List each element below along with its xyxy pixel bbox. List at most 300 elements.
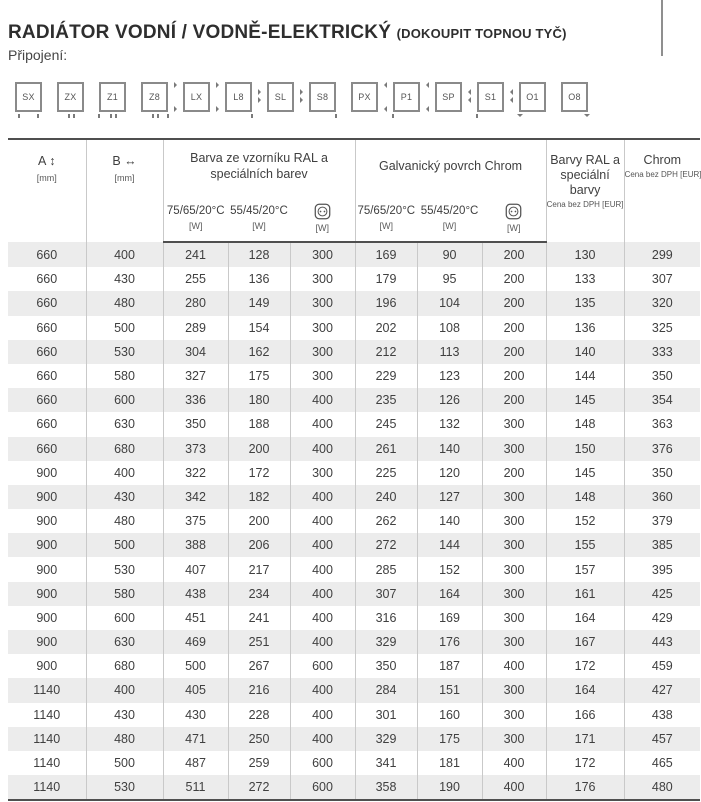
cell-price-ral: 136 bbox=[546, 316, 624, 340]
cell-chrom-5545: 104 bbox=[417, 291, 482, 315]
cell-ral-5545: 267 bbox=[228, 654, 290, 678]
page-title-suffix: (DOKOUPIT TOPNOU TYČ) bbox=[396, 25, 567, 41]
cell-ral-electric: 400 bbox=[290, 557, 355, 581]
col-header-height-a bbox=[8, 139, 86, 242]
cell-ral-5545: 149 bbox=[228, 291, 290, 315]
cell-chrom-5545: 90 bbox=[417, 242, 482, 267]
connection-type-code: S8 bbox=[316, 92, 329, 102]
cell-chrom-7565: 179 bbox=[355, 267, 417, 291]
cell-price-chrom: 360 bbox=[624, 485, 700, 509]
subcol-chrom-5545: 55/45/20°C [W] bbox=[417, 194, 482, 242]
connection-type-box-icon bbox=[267, 82, 294, 112]
cell-chrom-electric: 300 bbox=[482, 630, 546, 654]
connection-mark bbox=[258, 89, 264, 95]
table-row bbox=[8, 557, 700, 581]
cell-ral-7565: 241 bbox=[163, 242, 228, 267]
cell-chrom-5545: 176 bbox=[417, 630, 482, 654]
cell-ral-5545: 241 bbox=[228, 606, 290, 630]
cell-width-b: 580 bbox=[86, 582, 163, 606]
cell-price-chrom: 350 bbox=[624, 461, 700, 485]
cell-chrom-electric: 200 bbox=[482, 388, 546, 412]
cell-ral-electric: 400 bbox=[290, 412, 355, 436]
cell-width-b: 430 bbox=[86, 703, 163, 727]
connection-type-code: O8 bbox=[568, 92, 581, 102]
connection-mark bbox=[335, 114, 337, 118]
cell-ral-electric: 300 bbox=[290, 340, 355, 364]
cell-ral-5545: 216 bbox=[228, 678, 290, 702]
cell-ral-electric: 300 bbox=[290, 461, 355, 485]
cell-chrom-5545: 108 bbox=[417, 316, 482, 340]
connection-type-code: O1 bbox=[526, 92, 539, 102]
cell-width-b: 400 bbox=[86, 678, 163, 702]
cell-height-a: 900 bbox=[36, 635, 58, 650]
spec-table-body bbox=[8, 242, 700, 800]
cell-chrom-7565: 229 bbox=[355, 364, 417, 388]
cell-ral-5545: 128 bbox=[228, 242, 290, 267]
cell-width-b: 580 bbox=[86, 364, 163, 388]
connection-type-code: SL bbox=[274, 92, 287, 102]
cell-chrom-7565: 329 bbox=[355, 630, 417, 654]
cell-chrom-electric: 400 bbox=[482, 751, 546, 775]
connection-mark bbox=[476, 114, 478, 118]
cell-chrom-5545: 127 bbox=[417, 485, 482, 509]
connection-mark bbox=[157, 114, 159, 118]
cell-ral-7565: 342 bbox=[163, 485, 228, 509]
cell-chrom-electric: 200 bbox=[482, 364, 546, 388]
cell-width-b: 500 bbox=[86, 751, 163, 775]
cell-chrom-7565: 235 bbox=[355, 388, 417, 412]
cell-price-chrom: 425 bbox=[624, 582, 700, 606]
connection-type-box-icon bbox=[15, 82, 42, 112]
power-socket-icon bbox=[314, 203, 331, 220]
cell-height-a: 660 bbox=[36, 369, 58, 384]
cell-ral-7565: 469 bbox=[163, 630, 228, 654]
cell-chrom-electric: 300 bbox=[482, 533, 546, 557]
connection-mark bbox=[300, 89, 306, 95]
connection-type-box-icon bbox=[519, 82, 546, 112]
cell-ral-electric: 300 bbox=[290, 242, 355, 267]
cell-width-b: 530 bbox=[86, 557, 163, 581]
cell-height-a: 660 bbox=[36, 344, 58, 359]
cell-price-chrom: 325 bbox=[624, 316, 700, 340]
cell-chrom-5545: 140 bbox=[417, 509, 482, 533]
cell-ral-7565: 388 bbox=[163, 533, 228, 557]
connection-type-box-icon bbox=[225, 82, 252, 112]
price-ral-title: Barvy RAL a speciální barvy bbox=[550, 153, 620, 197]
table-row bbox=[8, 654, 700, 678]
connection-mark bbox=[18, 114, 20, 118]
cell-ral-7565: 373 bbox=[163, 437, 228, 461]
table-row bbox=[8, 509, 700, 533]
table-row bbox=[8, 703, 700, 727]
connection-type bbox=[99, 82, 126, 112]
table-row bbox=[8, 533, 700, 557]
cell-chrom-electric: 200 bbox=[482, 242, 546, 267]
cell-chrom-electric: 300 bbox=[482, 412, 546, 436]
connection-type bbox=[57, 82, 84, 112]
cell-ral-7565: 289 bbox=[163, 316, 228, 340]
cell-chrom-5545: 181 bbox=[417, 751, 482, 775]
connection-mark bbox=[73, 114, 75, 118]
connection-mark bbox=[115, 114, 117, 118]
cell-height-a: 660 bbox=[36, 417, 58, 432]
cell-chrom-5545: 123 bbox=[417, 364, 482, 388]
connection-mark bbox=[392, 114, 394, 118]
cell-price-ral: 172 bbox=[546, 751, 624, 775]
connection-mark bbox=[216, 106, 222, 112]
cell-chrom-7565: 285 bbox=[355, 557, 417, 581]
cell-height-a: 660 bbox=[36, 247, 58, 262]
cell-chrom-electric: 300 bbox=[482, 703, 546, 727]
connection-mark bbox=[381, 82, 387, 88]
connection-mark bbox=[251, 114, 253, 118]
cell-chrom-7565: 196 bbox=[355, 291, 417, 315]
connection-type-box-icon bbox=[99, 82, 126, 112]
cell-ral-electric: 400 bbox=[290, 437, 355, 461]
cell-width-b: 680 bbox=[86, 654, 163, 678]
cell-chrom-5545: 152 bbox=[417, 557, 482, 581]
cell-price-chrom: 395 bbox=[624, 557, 700, 581]
cell-ral-7565: 255 bbox=[163, 267, 228, 291]
cell-chrom-7565: 350 bbox=[355, 654, 417, 678]
cell-price-ral: 155 bbox=[546, 533, 624, 557]
cell-ral-electric: 400 bbox=[290, 703, 355, 727]
subcol-ral-electric: [W] bbox=[290, 194, 355, 242]
cell-chrom-7565: 245 bbox=[355, 412, 417, 436]
cell-price-ral: 145 bbox=[546, 388, 624, 412]
cell-chrom-electric: 300 bbox=[482, 485, 546, 509]
price-ral-subtitle: Cena bez DPH [EUR] bbox=[546, 200, 624, 209]
cell-ral-7565: 451 bbox=[163, 606, 228, 630]
cell-chrom-7565: 272 bbox=[355, 533, 417, 557]
cell-width-b: 530 bbox=[86, 340, 163, 364]
cell-ral-7565: 500 bbox=[163, 654, 228, 678]
cell-ral-electric: 300 bbox=[290, 364, 355, 388]
cell-ral-5545: 250 bbox=[228, 727, 290, 751]
table-row bbox=[8, 291, 700, 315]
connection-mark bbox=[423, 82, 429, 88]
cell-ral-7565: 405 bbox=[163, 678, 228, 702]
cell-ral-7565: 327 bbox=[163, 364, 228, 388]
cell-ral-electric: 300 bbox=[290, 267, 355, 291]
connection-mark bbox=[37, 114, 39, 118]
col-a-unit: [mm] bbox=[36, 172, 57, 183]
connection-type bbox=[267, 82, 294, 112]
cell-height-a: 660 bbox=[36, 272, 58, 287]
connection-mark bbox=[174, 106, 180, 112]
cell-height-a: 660 bbox=[36, 393, 58, 408]
cell-price-ral: 167 bbox=[546, 630, 624, 654]
cell-width-b: 630 bbox=[86, 630, 163, 654]
cell-chrom-7565: 202 bbox=[355, 316, 417, 340]
cell-ral-electric: 400 bbox=[290, 582, 355, 606]
cell-price-ral: 152 bbox=[546, 509, 624, 533]
table-row bbox=[8, 630, 700, 654]
cell-price-ral: 157 bbox=[546, 557, 624, 581]
cell-chrom-5545: 126 bbox=[417, 388, 482, 412]
cell-price-ral: 150 bbox=[546, 437, 624, 461]
cell-chrom-electric: 200 bbox=[482, 461, 546, 485]
cell-chrom-5545: 151 bbox=[417, 678, 482, 702]
cell-ral-7565: 438 bbox=[163, 582, 228, 606]
col-b-unit: [mm] bbox=[114, 172, 135, 183]
subcol-ral-7565: 75/65/20°C [W] bbox=[163, 194, 228, 242]
cell-height-a: 660 bbox=[36, 296, 58, 311]
cell-ral-5545: 172 bbox=[228, 461, 290, 485]
connection-type bbox=[477, 82, 504, 112]
connection-type-code: L8 bbox=[233, 92, 244, 102]
connection-type-box-icon bbox=[477, 82, 504, 112]
cell-price-chrom: 299 bbox=[624, 242, 700, 267]
cell-chrom-electric: 300 bbox=[482, 606, 546, 630]
connection-type bbox=[15, 82, 42, 112]
connection-mark bbox=[584, 114, 590, 120]
connection-type-code: LX bbox=[190, 92, 203, 102]
table-row bbox=[8, 340, 700, 364]
cell-height-a: 900 bbox=[36, 659, 58, 674]
table-row bbox=[8, 437, 700, 461]
cell-ral-5545: 200 bbox=[228, 509, 290, 533]
connection-mark bbox=[152, 114, 154, 118]
connection-type bbox=[393, 82, 420, 112]
cell-ral-5545: 136 bbox=[228, 267, 290, 291]
cell-ral-7565: 350 bbox=[163, 412, 228, 436]
connection-type bbox=[309, 82, 336, 112]
cell-chrom-electric: 400 bbox=[482, 775, 546, 800]
cell-width-b: 480 bbox=[86, 291, 163, 315]
cell-price-chrom: 438 bbox=[624, 703, 700, 727]
radiator-spec-table bbox=[8, 138, 700, 801]
cell-ral-7565: 336 bbox=[163, 388, 228, 412]
connection-type-code: P1 bbox=[400, 92, 413, 102]
cell-ral-electric: 400 bbox=[290, 509, 355, 533]
col-header-price-ral bbox=[546, 139, 624, 242]
connection-type-code: SP bbox=[442, 92, 455, 102]
cell-ral-electric: 300 bbox=[290, 316, 355, 340]
cell-chrom-5545: 190 bbox=[417, 775, 482, 800]
col-header-width-b bbox=[86, 139, 163, 242]
connection-type-box-icon bbox=[351, 82, 378, 112]
connection-type bbox=[351, 82, 378, 112]
cell-chrom-5545: 164 bbox=[417, 582, 482, 606]
cell-price-ral: 161 bbox=[546, 582, 624, 606]
cell-chrom-5545: 160 bbox=[417, 703, 482, 727]
cell-ral-7565: 322 bbox=[163, 461, 228, 485]
vertical-arrow-icon: ↕ bbox=[49, 154, 56, 168]
price-chrom-title: Chrom bbox=[643, 153, 682, 167]
cell-chrom-electric: 300 bbox=[482, 437, 546, 461]
connection-type-code: PX bbox=[358, 92, 371, 102]
cell-height-a: 900 bbox=[36, 586, 58, 601]
cell-ral-electric: 300 bbox=[290, 291, 355, 315]
cell-width-b: 680 bbox=[86, 437, 163, 461]
cell-ral-electric: 400 bbox=[290, 533, 355, 557]
cell-price-chrom: 427 bbox=[624, 678, 700, 702]
cell-price-chrom: 376 bbox=[624, 437, 700, 461]
cell-price-chrom: 459 bbox=[624, 654, 700, 678]
cell-price-ral: 130 bbox=[546, 242, 624, 267]
cell-ral-7565: 487 bbox=[163, 751, 228, 775]
table-row bbox=[8, 485, 700, 509]
connection-mark bbox=[68, 114, 70, 118]
connection-type-box-icon bbox=[183, 82, 210, 112]
cell-chrom-7565: 358 bbox=[355, 775, 417, 800]
cell-price-ral: 166 bbox=[546, 703, 624, 727]
cell-ral-5545: 272 bbox=[228, 775, 290, 800]
connection-mark bbox=[258, 97, 264, 103]
cell-chrom-5545: 113 bbox=[417, 340, 482, 364]
cell-ral-7565: 375 bbox=[163, 509, 228, 533]
cell-height-a: 1140 bbox=[33, 683, 61, 698]
table-row bbox=[8, 364, 700, 388]
table-row bbox=[8, 316, 700, 340]
cell-ral-5545: 182 bbox=[228, 485, 290, 509]
connection-type-code: Z1 bbox=[106, 92, 119, 102]
col-header-price-chrom bbox=[624, 139, 700, 242]
cell-price-chrom: 379 bbox=[624, 509, 700, 533]
cell-width-b: 430 bbox=[86, 485, 163, 509]
power-socket-icon bbox=[505, 203, 522, 220]
cell-ral-5545: 259 bbox=[228, 751, 290, 775]
cell-ral-5545: 200 bbox=[228, 437, 290, 461]
connection-types-row bbox=[15, 82, 588, 112]
cell-height-a: 1140 bbox=[33, 756, 61, 771]
connection-type-box-icon bbox=[141, 82, 168, 112]
cell-ral-electric: 600 bbox=[290, 654, 355, 678]
connection-type-code: SX bbox=[22, 92, 35, 102]
cell-width-b: 400 bbox=[86, 242, 163, 267]
connection-mark bbox=[110, 114, 112, 118]
cell-price-ral: 171 bbox=[546, 727, 624, 751]
cell-width-b: 400 bbox=[86, 461, 163, 485]
connection-type bbox=[225, 82, 252, 112]
connection-mark bbox=[423, 106, 429, 112]
cell-height-a: 660 bbox=[36, 441, 58, 456]
cell-price-chrom: 307 bbox=[624, 267, 700, 291]
cell-chrom-electric: 200 bbox=[482, 316, 546, 340]
cell-ral-5545: 188 bbox=[228, 412, 290, 436]
connection-type-box-icon bbox=[57, 82, 84, 112]
connection-type bbox=[435, 82, 462, 112]
cell-price-ral: 144 bbox=[546, 364, 624, 388]
table-row bbox=[8, 242, 700, 267]
cell-chrom-7565: 169 bbox=[355, 242, 417, 267]
cell-chrom-5545: 187 bbox=[417, 654, 482, 678]
cell-ral-5545: 162 bbox=[228, 340, 290, 364]
table-row bbox=[8, 678, 700, 702]
group-header-ral: Barva ze vzorníku RAL a speciálních barev bbox=[163, 139, 355, 194]
table-row bbox=[8, 388, 700, 412]
cell-chrom-7565: 284 bbox=[355, 678, 417, 702]
connection-type-code: S1 bbox=[484, 92, 497, 102]
cell-chrom-7565: 212 bbox=[355, 340, 417, 364]
col-a-label: A bbox=[38, 154, 46, 168]
cell-price-ral: 140 bbox=[546, 340, 624, 364]
cell-price-ral: 135 bbox=[546, 291, 624, 315]
cell-height-a: 1140 bbox=[33, 707, 61, 722]
cell-height-a: 900 bbox=[36, 489, 58, 504]
cell-chrom-7565: 240 bbox=[355, 485, 417, 509]
cell-price-chrom: 333 bbox=[624, 340, 700, 364]
connection-mark bbox=[216, 82, 222, 88]
cell-chrom-7565: 261 bbox=[355, 437, 417, 461]
cell-chrom-electric: 200 bbox=[482, 267, 546, 291]
cell-chrom-electric: 300 bbox=[482, 557, 546, 581]
table-row bbox=[8, 727, 700, 751]
cell-chrom-electric: 400 bbox=[482, 654, 546, 678]
connection-mark bbox=[517, 114, 523, 120]
cell-height-a: 1140 bbox=[33, 731, 61, 746]
cell-width-b: 500 bbox=[86, 316, 163, 340]
connection-mark bbox=[381, 106, 387, 112]
cell-ral-7565: 511 bbox=[163, 775, 228, 800]
cell-price-ral: 133 bbox=[546, 267, 624, 291]
cell-ral-5545: 251 bbox=[228, 630, 290, 654]
cell-chrom-5545: 144 bbox=[417, 533, 482, 557]
cell-height-a: 900 bbox=[36, 538, 58, 553]
cell-chrom-5545: 120 bbox=[417, 461, 482, 485]
cell-chrom-7565: 316 bbox=[355, 606, 417, 630]
cell-height-a: 900 bbox=[36, 514, 58, 529]
cell-ral-5545: 154 bbox=[228, 316, 290, 340]
cell-price-ral: 164 bbox=[546, 606, 624, 630]
cell-price-ral: 148 bbox=[546, 412, 624, 436]
connection-mark bbox=[507, 89, 513, 95]
cell-ral-5545: 217 bbox=[228, 557, 290, 581]
cell-chrom-7565: 225 bbox=[355, 461, 417, 485]
cell-chrom-electric: 300 bbox=[482, 509, 546, 533]
cell-ral-electric: 400 bbox=[290, 606, 355, 630]
subcol-chrom-7565: 75/65/20°C [W] bbox=[355, 194, 417, 242]
cell-ral-electric: 400 bbox=[290, 388, 355, 412]
cell-width-b: 500 bbox=[86, 533, 163, 557]
cell-price-chrom: 385 bbox=[624, 533, 700, 557]
cell-ral-7565: 280 bbox=[163, 291, 228, 315]
cell-ral-5545: 228 bbox=[228, 703, 290, 727]
cell-price-chrom: 443 bbox=[624, 630, 700, 654]
connections-label: Připojení: bbox=[8, 47, 68, 63]
cell-ral-7565: 430 bbox=[163, 703, 228, 727]
cell-price-ral: 172 bbox=[546, 654, 624, 678]
horizontal-arrow-icon: ↔ bbox=[124, 154, 137, 168]
cell-height-a: 900 bbox=[36, 610, 58, 625]
cell-price-chrom: 363 bbox=[624, 412, 700, 436]
table-row bbox=[8, 606, 700, 630]
cell-ral-5545: 206 bbox=[228, 533, 290, 557]
col-b-label: B bbox=[112, 154, 121, 168]
connection-type-code: ZX bbox=[64, 92, 77, 102]
connection-mark bbox=[167, 114, 169, 118]
connection-type-box-icon bbox=[435, 82, 462, 112]
cell-chrom-7565: 301 bbox=[355, 703, 417, 727]
connection-mark bbox=[465, 97, 471, 103]
page-title bbox=[8, 22, 567, 44]
cell-ral-electric: 600 bbox=[290, 775, 355, 800]
cell-ral-electric: 400 bbox=[290, 678, 355, 702]
connection-mark bbox=[300, 97, 306, 103]
table-row bbox=[8, 267, 700, 291]
cell-chrom-electric: 200 bbox=[482, 340, 546, 364]
connection-type-box-icon bbox=[561, 82, 588, 112]
cell-price-chrom: 320 bbox=[624, 291, 700, 315]
cell-chrom-5545: 169 bbox=[417, 606, 482, 630]
connection-type-box-icon bbox=[393, 82, 420, 112]
scrollbar-thumb[interactable] bbox=[661, 0, 663, 56]
cell-width-b: 430 bbox=[86, 267, 163, 291]
cell-ral-5545: 180 bbox=[228, 388, 290, 412]
connection-type-box-icon bbox=[309, 82, 336, 112]
page-title-main: RADIÁTOR VODNÍ / VODNĚ-ELEKTRICKÝ bbox=[8, 21, 392, 43]
